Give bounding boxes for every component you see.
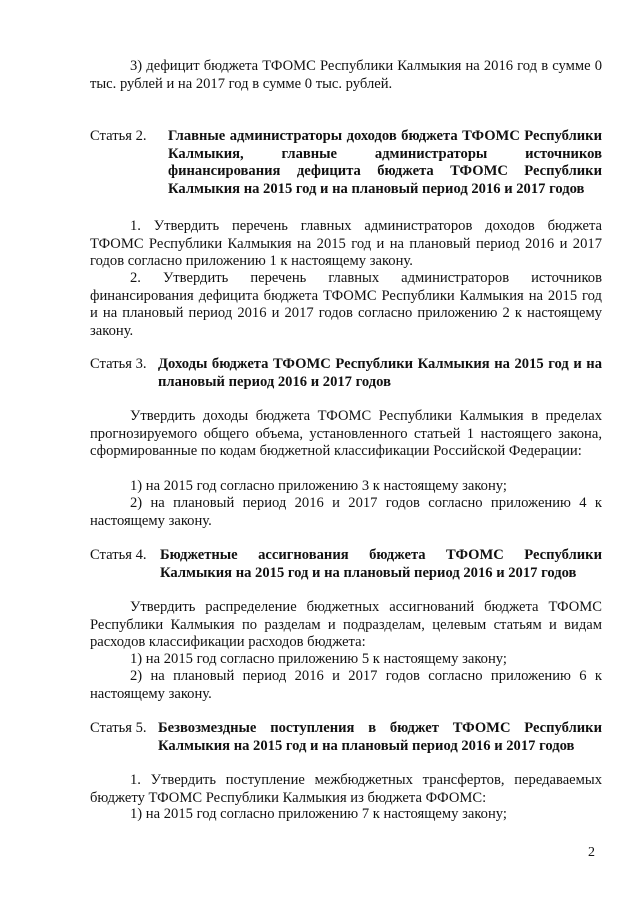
article-5-paragraph-1: 1. Утвердить поступление межбюджетных трансфертов, передаваемых бюджету ТФОМС Республики Калмыкия из бюджета ФФОМС: [90, 772, 602, 806]
article-2-label: Статья 2. [90, 128, 147, 144]
article-4-item-2: 2) на плановый период 2016 и 2017 годов согласно приложению 6 к настоящему закону. [90, 668, 602, 702]
article-5-item-1: 1) на 2015 год согласно приложению 7 к настоящему закону; [130, 806, 507, 822]
article-4-title: Бюджетные ассигнования бюджета ТФОМС Республики Калмыкия на 2015 год и на плановый период 2016 и 2017 годов [160, 547, 602, 581]
article-2-paragraph-2: 2. Утвердить перечень главных администраторов источников финансирования дефицита бюджета ТФОМС Республики Калмыкия на 2015 год и на плановый период 2016 и 2017 годов согласно приложению 2 к настоящему закону. [90, 270, 602, 339]
article-4-paragraph-1: Утвердить распределение бюджетных ассигнований бюджета ТФОМС Республики Калмыкия по разделам и подразделам, целевым статьям и видам расходов классификации расходов бюджета: [90, 599, 602, 651]
article-3-item-2: 2) на плановый период 2016 и 2017 годов согласно приложению 4 к настоящему закону. [90, 495, 602, 529]
article-4-label: Статья 4. [90, 547, 147, 563]
article-5-title: Безвозмездные поступления в бюджет ТФОМС Республики Калмыкия на 2015 год и на плановый период 2016 и 2017 годов [158, 720, 602, 754]
article-2-paragraph-1: 1. Утвердить перечень главных администраторов доходов бюджета ТФОМС Республики Калмыкия на 2015 год и на плановый период 2016 и 2017 годов согласно приложению 1 к настоящему закону. [90, 218, 602, 270]
article-3-paragraph-1: Утвердить доходы бюджета ТФОМС Республики Калмыкия в пределах прогнозируемого общего объема, установленного статьей 1 настоящего закона, сформированные по кодам бюджетной классификации Российской Федерации: [90, 408, 602, 460]
budget-deficit-item: 3) дефицит бюджета ТФОМС Республики Калмыкия на 2016 год в сумме 0 тыс. рублей и на 2017 год в сумме 0 тыс. рублей. [90, 58, 602, 92]
article-5-label: Статья 5. [90, 720, 147, 736]
article-3-title: Доходы бюджета ТФОМС Республики Калмыкия на 2015 год и на плановый период 2016 и 2017 годов [158, 356, 602, 390]
article-4-item-1: 1) на 2015 год согласно приложению 5 к настоящему закону; [130, 651, 507, 667]
article-3-item-1: 1) на 2015 год согласно приложению 3 к настоящему закону; [130, 478, 507, 494]
page-number: 2 [588, 845, 595, 860]
article-2-title: Главные администраторы доходов бюджета ТФОМС Республики Калмыкия, главные администраторы источников финансирования дефицита бюджета ТФОМС Республики Калмыкия на 2015 год и на плановый период 2016 и 2017 годов [168, 128, 602, 197]
article-3-label: Статья 3. [90, 356, 147, 372]
